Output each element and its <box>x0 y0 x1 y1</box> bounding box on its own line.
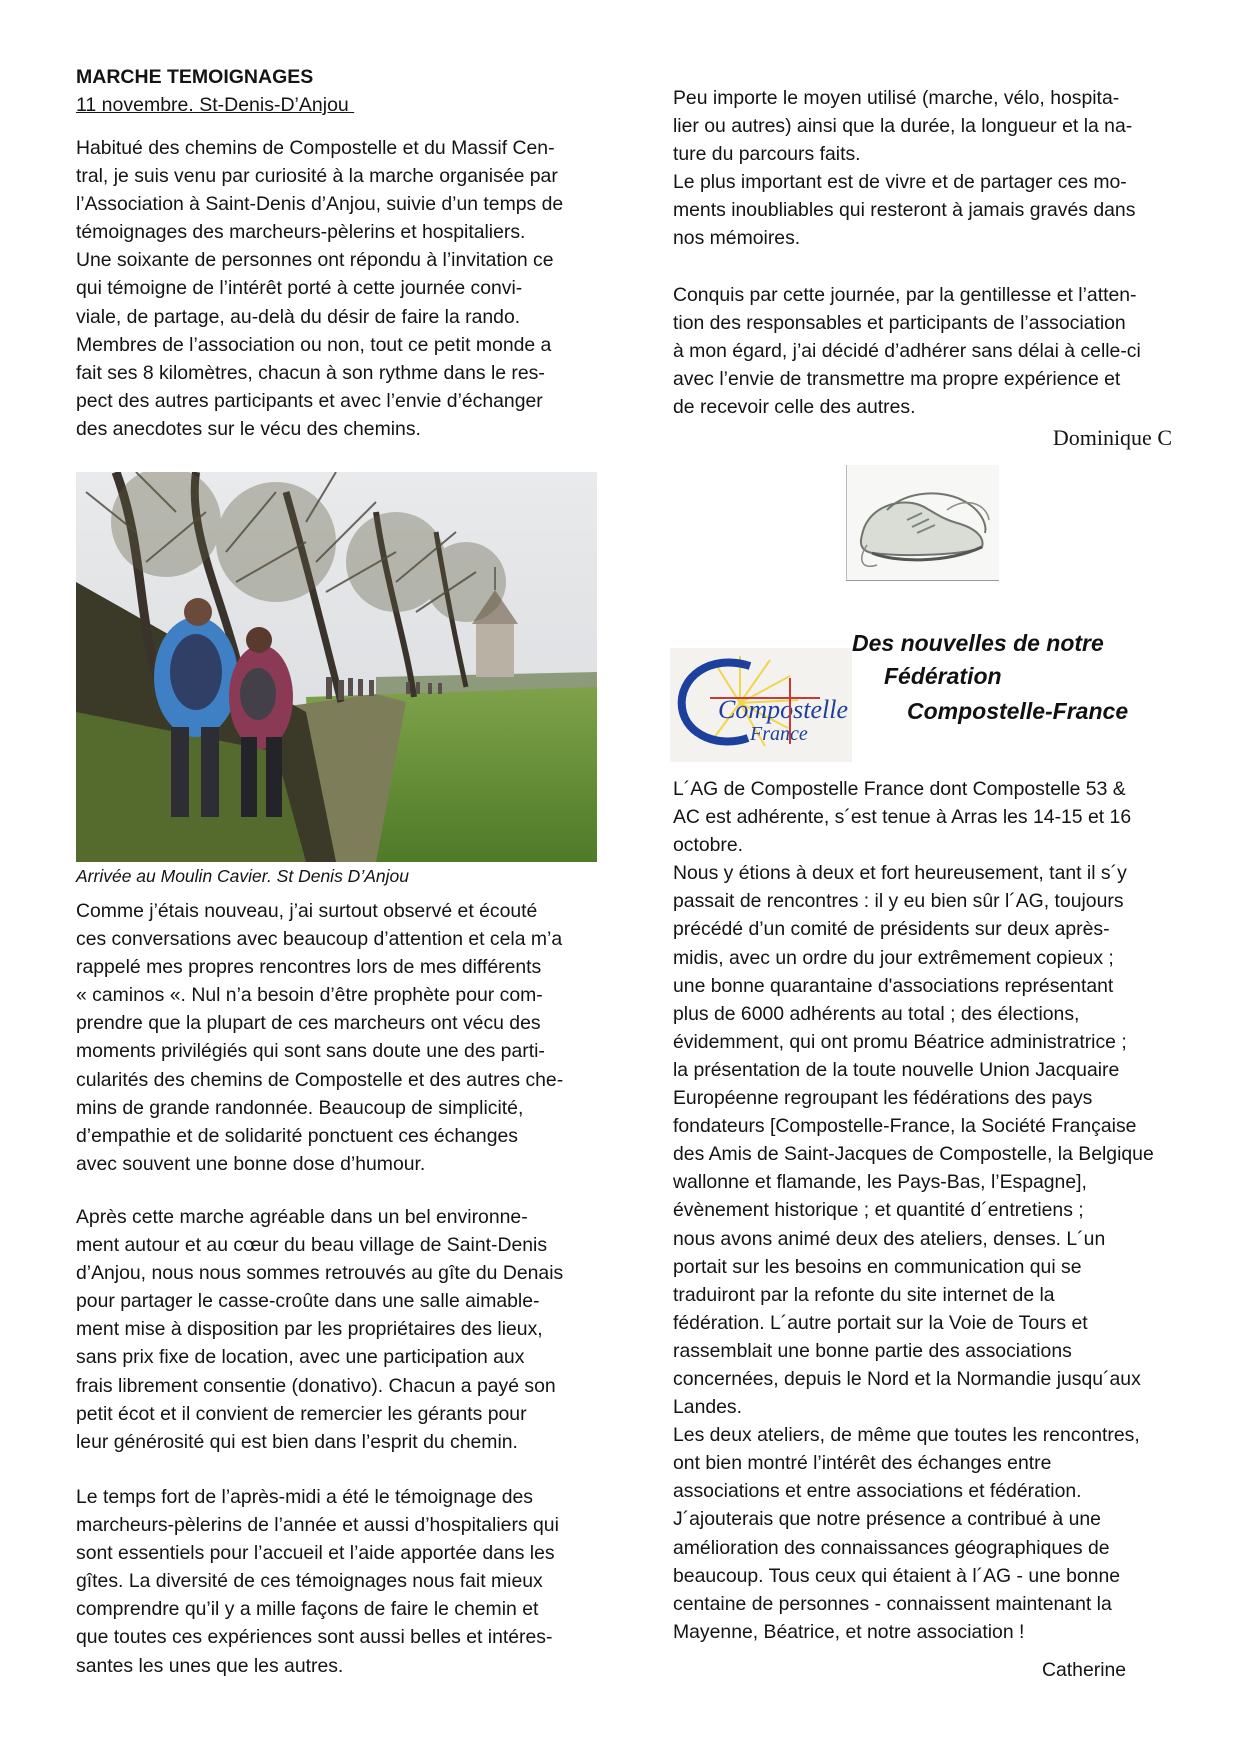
article-paragraph-6: Conquis par cette journée, par la gentillesse et l’atten- tion des responsables et participants de l’association à mon égard, j’ai décidé d’adhérer sans délai à celle-ci avec l’envie de transmettre ma propre expérience et de recevoir celle des autres. <box>673 284 1141 419</box>
article-date-location: 11 novembre. St-Denis-D’Anjou <box>76 94 355 116</box>
article-title: MARCHE TEMOIGNAGES <box>76 66 314 88</box>
article-paragraph-5: Peu importe le moyen utilisé (marche, vélo, hospita- lier ou autres) ainsi que la durée, la longueur et la na- ture du parcours faits. Le plus important est de vivre et de partager ces mo- ments inoubliables qui resteront à jamais gravés dans nos mémoires. <box>673 87 1136 250</box>
walkers-photo <box>76 472 597 862</box>
hiking-shoes-illustration <box>846 465 999 581</box>
svg-text:France: France <box>750 723 808 745</box>
article-paragraph-2: Comme j’étais nouveau, j’ai surtout observé et écouté ces conversations avec beaucoup d’attention et cela m’a rappelé mes propres rencontres lors de mes différents « caminos «. Nul n’a besoin d’être prophète pour com- prendre que la plupart de ces marcheurs ont vécu des moments privilégiés qui sont sans doute une des parti- cularités des chemins de Compostelle et des autres che- mins de grande randonnée. Beaucoup de simplicité, d’empathie et de solidarité ponctuent ces échanges avec souvent une bonne dose d’humour. <box>76 900 564 1175</box>
article-paragraph-3: Après cette marche agréable dans un bel environne- ment autour et au cœur du beau village de Saint-Denis d’Anjou, nous nous sommes retrouvés au gîte du Denais pour partager le casse-croûte dans une salle aimable- ment mise à disposition par les propriétaires des lieux, sans prix fixe de location, avec une participation aux frais librement consentie (donativo). Chacun a payé son petit écot et il convient de remercier les gérants pour leur générosité qui est bien dans l’esprit du chemin. <box>76 1206 564 1453</box>
federation-title-line-3: Compostelle-France <box>907 698 1129 724</box>
federation-title-line-1: Des nouvelles de notre <box>852 630 1104 656</box>
article-signature: Dominique C <box>1052 425 1172 450</box>
svg-text:Compostelle: Compostelle <box>718 695 848 724</box>
federation-article-body: L´AG de Compostelle France dont Compostelle 53 & AC est adhérente, s´est tenue à Arras les 14-15 et 16 octobre. Nous y étions à deux et fort heureusement, tant il s´y passait de rencontres : il y eu bien sûr l´AG, toujours précédé d’un comité de présidents sur deux après- midis, avec un ordre du jour extrêmement copieux ; une bonne quarantaine d'associations représentant plus de 6000 adhérents au total ; des élections, évidemment, qui ont promu Béatrice administratrice ; la présentation de la toute nouvelle Union Jacquaire Européenne regroupant les fédérations des pays fondateurs [Compostelle-France, la Société Française des Amis de Saint-Jacques de Compostelle, la Belgique wallonne et flamande, les Pays-Bas, l’Espagne], évènement historique ; et quantité d´entretiens ; nous avons animé deux des ateliers, denses. L´un portait sur les besoins en communication qui se traduiront par la refonte du site internet de la fédération. L´autre portait sur la Voie de Tours et rassemblait une bonne partie des associations concernées, depuis le Nord et la Normandie jusqu´aux Landes. Les deux ateliers, de même que toutes les rencontres, ont bien montré l’intérêt des échanges entre associations et entre associations et fédération. J´ajouterais que notre présence a contribué à une amélioration des connaissances géographiques de beaucoup. Tous ceux qui étaient à l´AG - une bonne centaine de personnes - connaissent maintenant la Mayenne, Béatrice, et notre association ! <box>673 778 1154 1643</box>
article-paragraph-1: Habitué des chemins de Compostelle et du Massif Cen- tral, je suis venu par curiosité à la marche organisée par l’Association à Saint-Denis d’Anjou, suivie d’un temps de témoignages des marcheurs-pèlerins et hospitaliers. Une soixante de personnes ont répondu à l’invitation ce qui témoigne de l’intérêt porté à cette journée convi- viale, de partage, au-delà du désir de faire la rando. Membres de l’association ou non, tout ce petit monde a fait ses 8 kilomètres, chacun à son rythme dans le res- pect des autres participants et avec l’envie d’échanger des anecdotes sur le vécu des chemins. <box>76 137 564 440</box>
photo-caption: Arrivée au Moulin Cavier. St Denis D’Anjou <box>76 866 409 886</box>
federation-signature: Catherine <box>1042 1659 1127 1681</box>
compostelle-france-logo <box>670 648 852 762</box>
federation-title-line-2: Fédération <box>884 663 1002 689</box>
article-paragraph-4: Le temps fort de l’après-midi a été le témoignage des marcheurs-pèlerins de l’année et aussi d’hospitaliers qui sont essentiels pour l’accueil et l’aide apportée dans les gîtes. La diversité de ces témoignages nous fait mieux comprendre qu’il y a mille façons de faire le chemin et que toutes ces expériences sont aussi belles et intéres- santes les unes que les autres. <box>76 1486 559 1677</box>
